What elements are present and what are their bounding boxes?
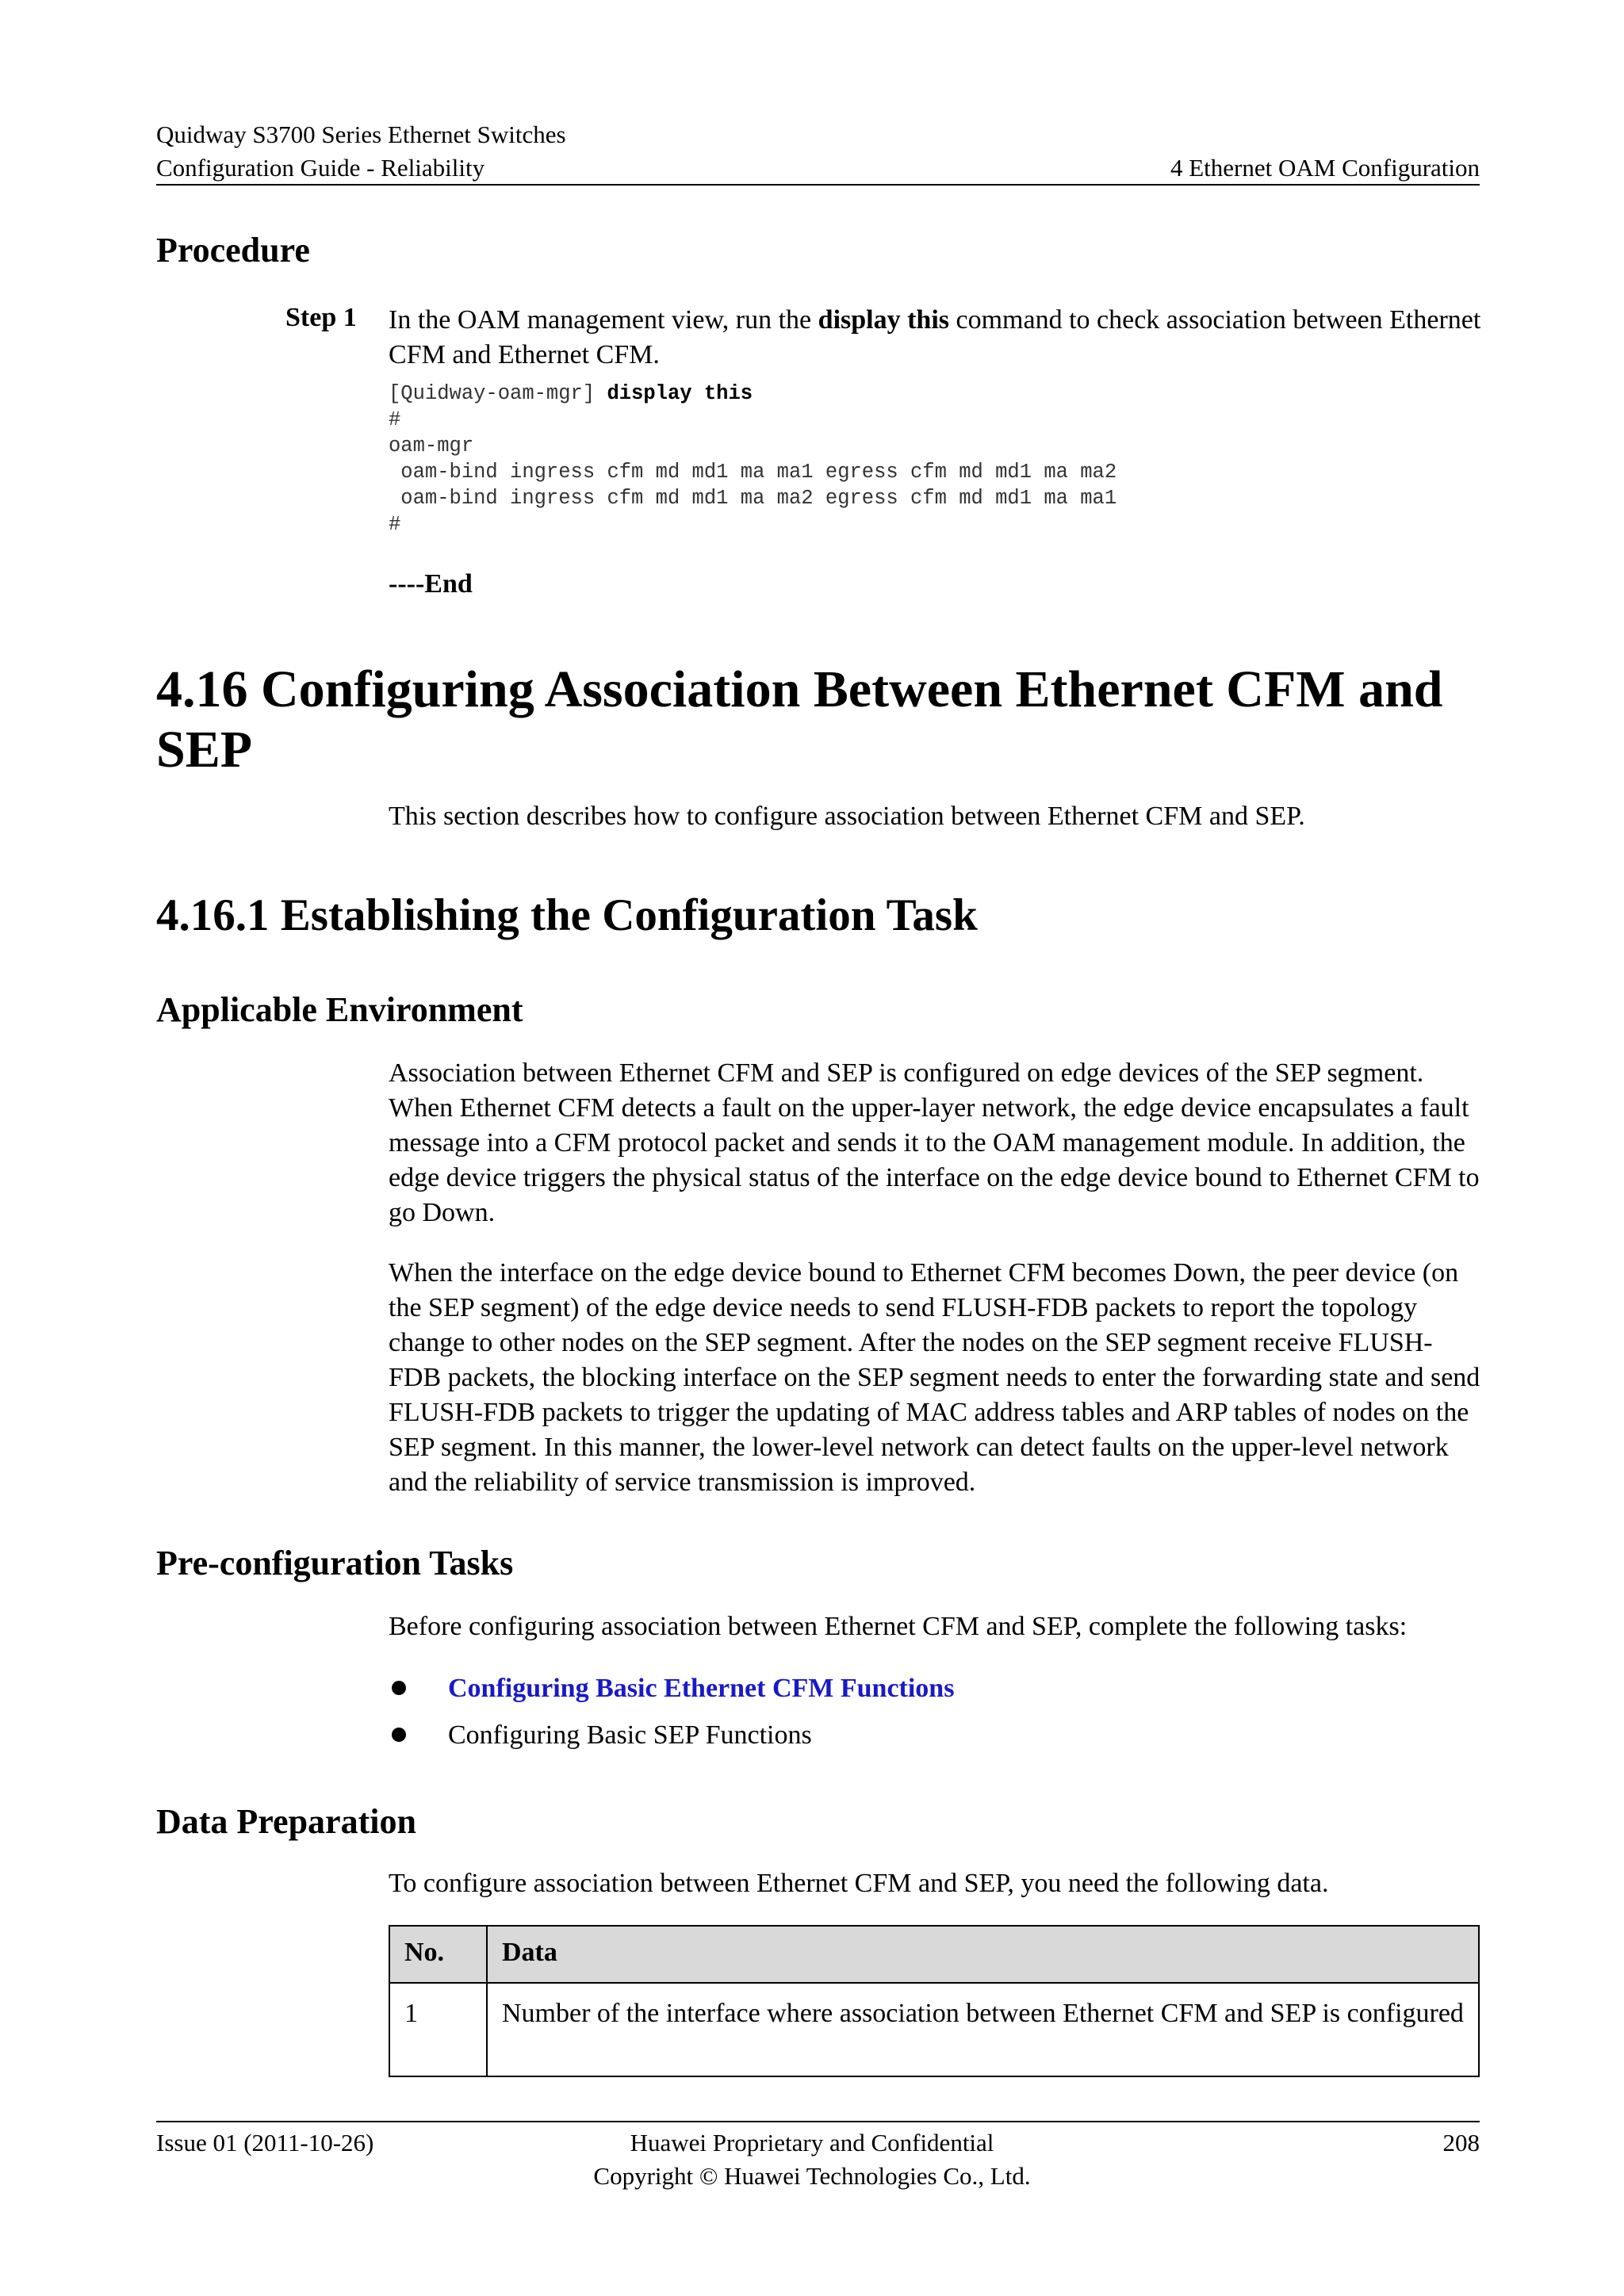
header-chapter: 4 Ethernet OAM Configuration [1170, 154, 1480, 182]
code-command: display this [607, 382, 753, 405]
link-basic-ethernet-cfm[interactable]: Configuring Basic Ethernet CFM Functions [448, 1674, 955, 1703]
data-prep-intro: To configure association between Ethernet CFM and SEP, you need the following data. [389, 1869, 1329, 1898]
table-cell-data: Number of the interface where association between Ethernet CFM and SEP is configured [487, 1983, 1479, 2076]
footer-copyright: Copyright © Huawei Technologies Co., Ltd. [593, 2162, 1031, 2190]
column-header-data: Data [487, 1926, 1479, 1983]
table-cell-no: 1 [389, 1983, 487, 2076]
data-table [389, 1925, 1480, 2077]
bullet-icon [392, 1728, 406, 1742]
applicable-env-para-1: Association between Ethernet CFM and SEP is configured on edge devices of the SEP segment. When Ethernet CFM detects a fault on the upper-layer network, the edge device encapsulates a fault message into a CFM protocol packet and sends it to the OAM management module. In addition, the edge device triggers the physical status of the interface on the edge device bound to Ethernet CFM to go Down. [389, 1058, 1480, 1227]
header-guide: Configuration Guide - Reliability [156, 154, 485, 182]
list-item[interactable] [389, 1671, 1483, 1706]
section-title: 4.16 Configuring Association Between Ethernet CFM and SEP [156, 660, 1443, 779]
step-label: Step 1 [285, 303, 357, 332]
footer-confidential: Huawei Proprietary and Confidential [630, 2129, 994, 2156]
applicable-env-para-2: When the interface on the edge device bound to Ethernet CFM becomes Down, the peer device (on the SEP segment) of the edge device needs to send FLUSH-FDB packets to report the topology change to other nodes on the SEP segment. After the nodes on the SEP segment receive FLUSH-FDB packets, the blocking interface on the SEP segment needs to enter the forwarding state and send FLUSH-FDB packets to trigger the updating of MAC address tables and ARP tables of nodes on the SEP segment. In this manner, the lower-level network can detect faults on the upper-level network and the reliability of service transmission is improved. [389, 1258, 1480, 1497]
header-product: Quidway S3700 Series Ethernet Switches [156, 121, 566, 148]
table-header-row [389, 1926, 1479, 1983]
list-item [389, 1718, 1483, 1753]
end-marker: ----End [389, 569, 473, 599]
pre-config-intro: Before configuring association between Ethernet CFM and SEP, complete the following tasks: [389, 1612, 1408, 1641]
code-block [389, 381, 1116, 538]
footer-issue: Issue 01 (2011-10-26) [156, 2129, 374, 2156]
header-rule [156, 184, 1480, 186]
step-text-after: command to check association between Ethernet CFM and Ethernet CFM. [389, 305, 1481, 369]
bullet-icon [392, 1681, 406, 1695]
applicable-env-heading: Applicable Environment [156, 990, 523, 1029]
code-lines: # oam-mgr oam-bind ingress cfm md md1 ma ma1 egress cfm md md1 ma ma2 oam-bind ingress cfm md md1 ma ma2 egress cfm md md1 ma ma1 # [389, 408, 1117, 536]
footer-rule [156, 2121, 1480, 2122]
column-header-no: No. [389, 1926, 487, 1983]
page-number: 208 [1442, 2129, 1480, 2156]
table-row [389, 1983, 1479, 2076]
step-text [389, 303, 1483, 373]
pre-config-list [389, 1671, 1483, 1765]
data-prep-heading: Data Preparation [156, 1802, 416, 1841]
subsection-title: 4.16.1 Establishing the Configuration Task [156, 890, 978, 940]
step-command: display this [818, 305, 950, 335]
code-prompt: [Quidway-oam-mgr] [389, 382, 607, 405]
step-text-before: In the OAM management view, run the [389, 305, 818, 335]
pre-config-heading: Pre-configuration Tasks [156, 1544, 514, 1582]
procedure-heading: Procedure [156, 231, 310, 270]
section-intro: This section describes how to configure association between Ethernet CFM and SEP. [389, 802, 1305, 831]
list-item-text: Configuring Basic SEP Functions [448, 1720, 812, 1750]
